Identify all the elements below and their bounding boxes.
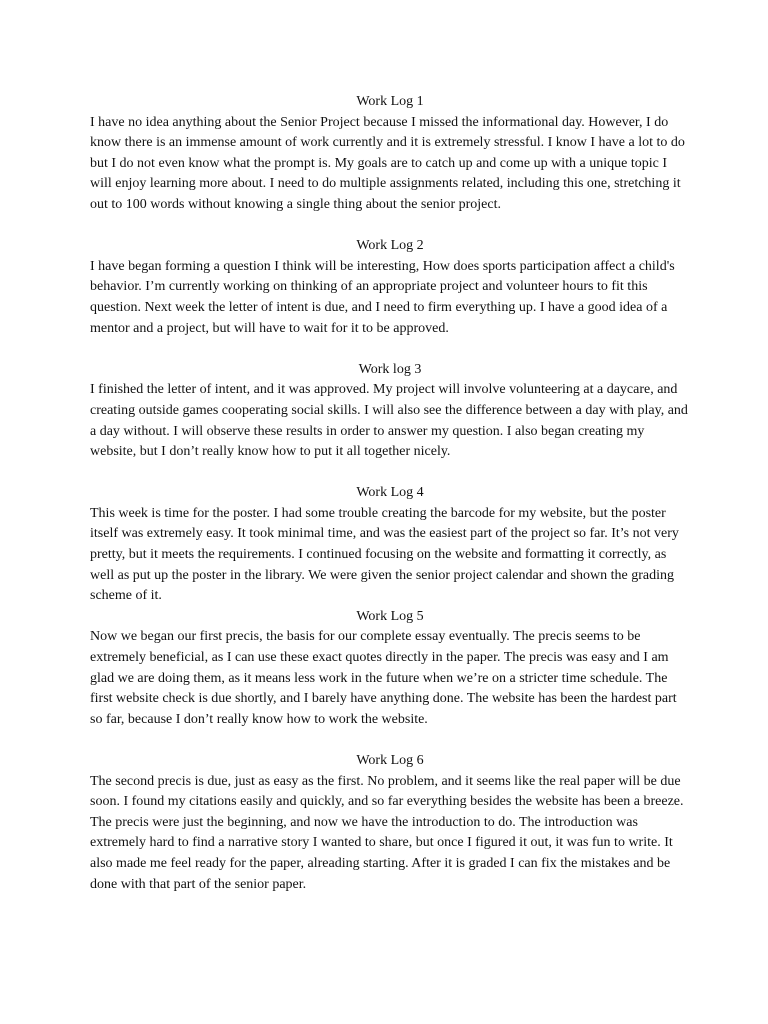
work-log-4 (90, 483, 690, 607)
work-log-body: Now we began our first precis, the basis for our complete essay eventually. The precis seems to be extremely beneficial, as I can use these exact quotes directly in the paper. The precis was easy and I am glad we are doing them, as it means less work in the future when we’re on a stricter time schedule. The first website check is due shortly, and I barely have anything done. The website has been the hardest part so far, because I don’t really know how to work the website. (90, 629, 677, 727)
work-log-title: Work Log 2 (356, 238, 424, 254)
work-log-body: This week is time for the poster. I had some trouble creating the barcode for my website, but the poster itself was extremely easy. It took minimal time, and was the easiest part of the project so far. It’s not very pretty, but it meets the requirements. I continued focusing on the website and formatting it correctly, as well as put up the poster in the library. We were given the senior project calendar and shown the grading scheme of it. (90, 505, 679, 604)
work-log-1 (90, 92, 690, 216)
work-log-3 (90, 360, 690, 463)
work-log-title: Work log 3 (358, 361, 422, 377)
paragraph-gap (90, 463, 690, 484)
work-log-title: Work Log 1 (356, 94, 424, 109)
work-log-body: The second precis is due, just as easy as the first. No problem, and it seems like the real paper will be due soon. I found my citations easily and quickly, and so far everything besides the website has been a breeze. The precis were just the beginning, and now we have the introduction to do. The introduction was extremely hard to find a narrative story I wanted to share, but once I figured it out, it was fun to write. It also made me feel ready for the paper, alreading starting. After it is graded I can fix the mistakes and be done with that part of the senior paper. (90, 773, 684, 892)
work-log-2 (90, 236, 690, 339)
document-content (90, 92, 690, 895)
work-log-body: I have no idea anything about the Senior Project because I missed the informational day. However, I do know there is an immense amount of work currently and it is extremely stressful. I know I have a lot to do but I do not even know what the prompt is. My goals are to catch up and come up with a unique topic I will enjoy learning more about. I need to do multiple assignments related, including this one, stretching it out to 100 words without knowing a single thing about the senior project. (90, 114, 685, 212)
work-log-title: Work Log 5 (356, 608, 424, 624)
work-log-title: Work Log 6 (356, 753, 424, 768)
work-log-title: Work Log 4 (356, 485, 424, 501)
work-log-5 (90, 607, 690, 731)
work-log-6 (90, 751, 690, 895)
paragraph-gap (90, 730, 690, 751)
paragraph-gap (90, 339, 690, 360)
work-log-body: I have began forming a question I think will be interesting, How does sports participation affect a child's behavior. I’m currently working on thinking of an appropriate project and volunteer hours to fit this question. Next week the letter of intent is due, and I need to firm everything up. I have a good idea of a mentor and a project, but will have to wait for it to be approved. (90, 258, 675, 336)
paragraph-gap (90, 216, 690, 237)
work-log-body: I finished the letter of intent, and it was approved. My project will involve volunteering at a daycare, and creating outside games cooperating social skills. I will also see the difference between a day with play, and a day without. I will observe these results in order to answer my question. I also began creating my website, but I don’t really know how to put it all together nicely. (90, 382, 688, 460)
